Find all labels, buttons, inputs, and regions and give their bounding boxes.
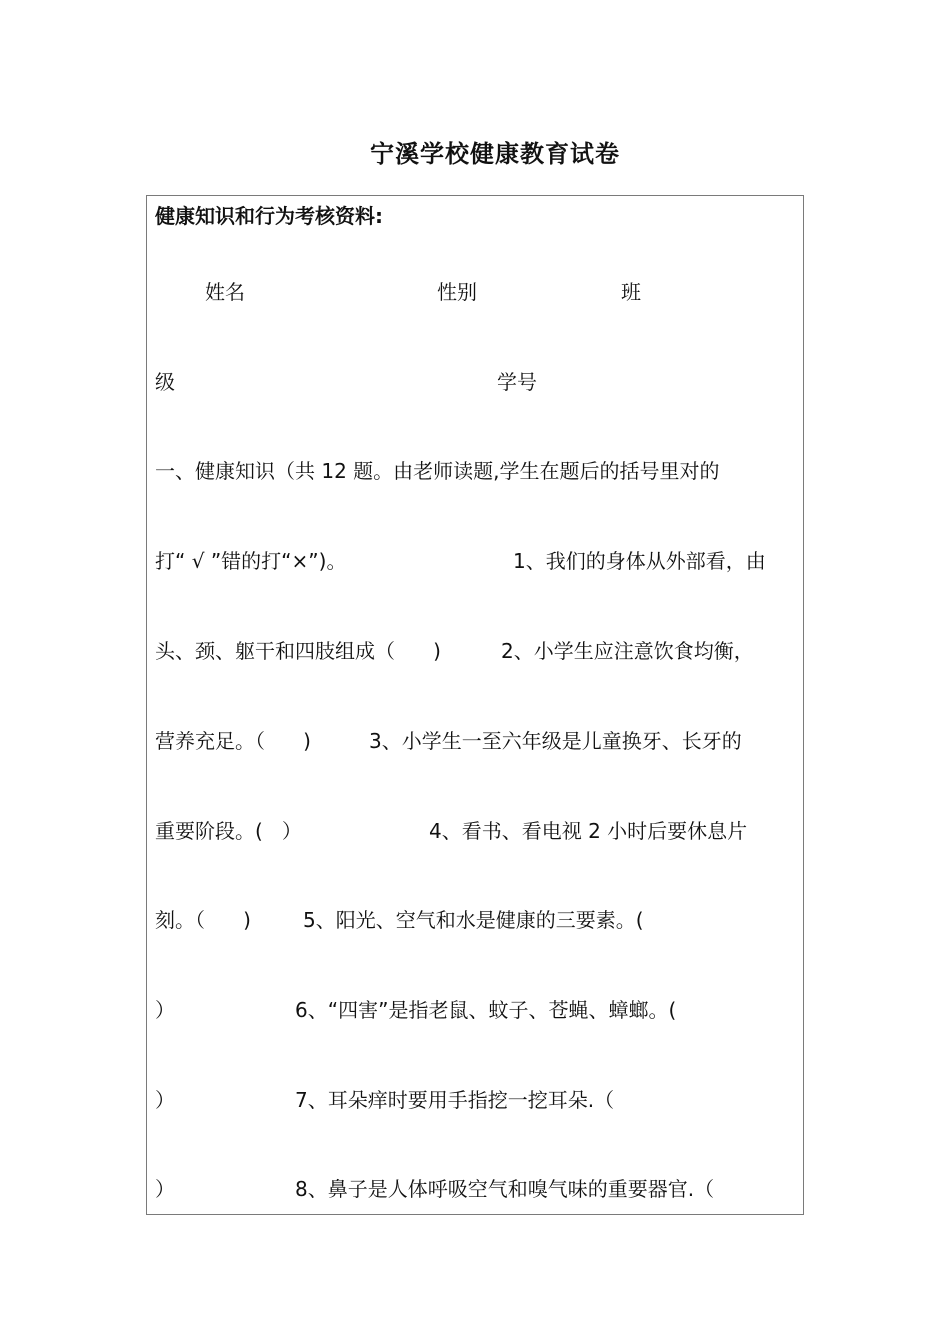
question-5-part1: 5、阳光、空气和水是健康的三要素。( — [303, 908, 644, 932]
student-id-label: 学号 — [497, 370, 537, 394]
name-label: 姓名 — [205, 280, 245, 304]
question-7-part2: ） — [155, 1177, 175, 1201]
instructions-line-2: 打“ √ ”错的打“×”)。 — [155, 549, 347, 573]
question-3-part2: 重要阶段。( ） — [155, 819, 302, 843]
question-4-part2: 刻。（ ) — [155, 908, 251, 932]
question-6-part1: 6、“四害”是指老鼠、蚊子、苍蝇、蟑螂。( — [295, 998, 677, 1022]
page-title: 宁溪学校健康教育试卷 — [370, 140, 620, 168]
class-label-part2: 级 — [155, 370, 175, 394]
question-2-part1: 2、小学生应注意饮食均衡， — [501, 639, 754, 663]
question-1-part2: 头、颈、躯干和四肢组成（ ) — [155, 639, 441, 663]
gender-label: 性别 — [437, 280, 477, 304]
question-8-part1: 8、鼻子是人体呼吸空气和嗅气味的重要器官.（ — [295, 1177, 715, 1201]
question-6-part2: ） — [155, 1088, 175, 1112]
question-box — [146, 195, 804, 1215]
question-7-part1: 7、耳朵痒时要用手指挖一挖耳朵.（ — [295, 1088, 615, 1112]
question-2-part2: 营养充足。（ ) — [155, 729, 311, 753]
question-5-part2: ） — [155, 998, 175, 1022]
question-4-part1: 4、看书、看电视 2 小时后要休息片 — [429, 819, 748, 843]
section-heading: 健康知识和行为考核资料: — [155, 204, 383, 228]
question-1-part1: 1、我们的身体从外部看，由 — [513, 549, 766, 573]
question-3-part1: 3、小学生一至六年级是儿童换牙、长牙的 — [369, 729, 742, 753]
class-label-part1: 班 — [621, 280, 641, 304]
instructions-line-1: 一、健康知识（共 12 题。由老师读题,学生在题后的括号里对的 — [155, 459, 720, 483]
